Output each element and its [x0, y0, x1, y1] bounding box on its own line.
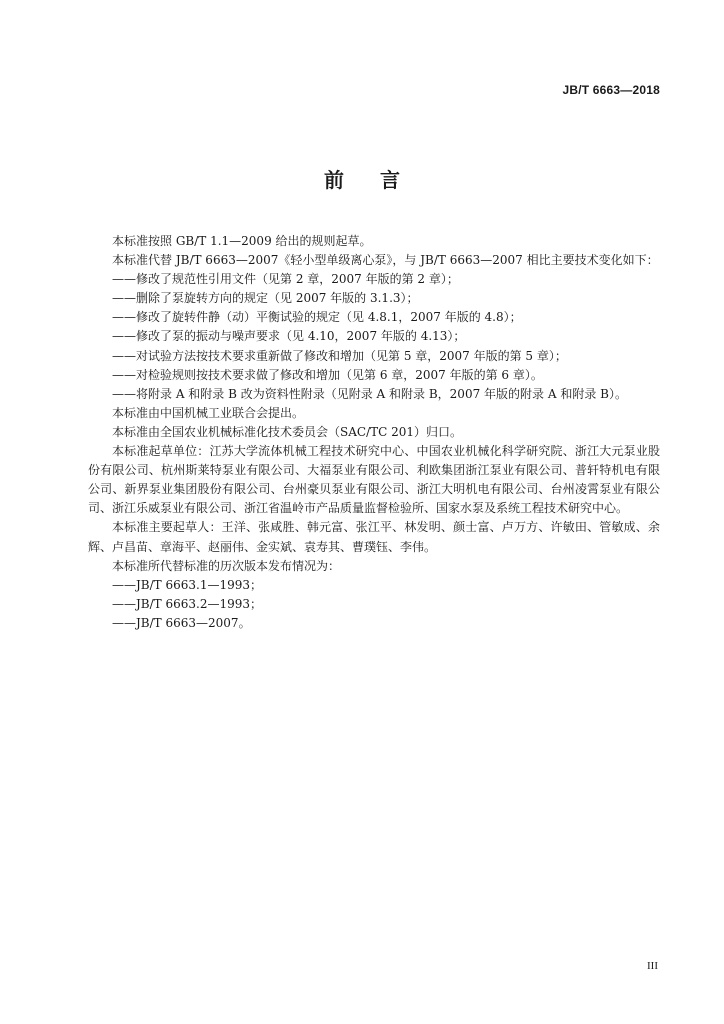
drafters-paragraph: 本标准主要起草人：王洋、张咸胜、韩元富、张江平、林发明、颜士富、卢万方、许敏田、管敏成、余辉、卢昌苗、章海平、赵丽伟、金实斌、袁寿其、曹璞钰、李伟。 [88, 520, 660, 554]
change-item: ——修改了泵的振动与噪声要求（见 4.10，2007 年版的 4.13）； [112, 329, 466, 344]
drafting-units-paragraph: 本标准起草单位：江苏大学流体机械工程技术研究中心、中国农业机械化科学研究院、浙江大元泵业股份有限公司、杭州斯莱特泵业有限公司、大福泵业有限公司、利欧集团浙江泵业有限公司、普轩特机电有限公司、新界泵业集团股份有限公司、台州豪贝泵业有限公司、浙江大明机电有限公司、台州凌霄泵业有限公司、浙江乐威泵业有限公司、浙江省温岭市产品质量监督检验所、国家水泵及系统工程技术研究中心。 [88, 444, 660, 516]
history-item: ——JB/T 6663.2—1993； [112, 596, 263, 611]
history-intro-paragraph: 本标准所代替标准的历次版本发布情况为： [112, 558, 341, 573]
history-item: ——JB/T 6663.1—1993； [112, 577, 263, 592]
change-item: ——将附录 A 和附录 B 改为资料性附录（见附录 A 和附录 B，2007 年版的附录 A 和附录 B）。 [112, 386, 627, 401]
change-item: ——修改了旋转件静（动）平衡试验的规定（见 4.8.1，2007 年版的 4.8）； [112, 310, 522, 325]
page-title: 前言 [324, 168, 436, 192]
standard-code-header: JB/T 6663—2018 [562, 83, 660, 97]
committee-paragraph: 本标准由全国农业机械标准化技术委员会（SAC/TC 201）归口。 [112, 424, 463, 439]
page-number: III [647, 960, 658, 972]
proposer-paragraph: 本标准由中国机械工业联合会提出。 [112, 405, 305, 420]
replacement-paragraph: 本标准代替 JB/T 6663—2007《轻小型单级离心泵》，与 JB/T 6663—2007 相比主要技术变化如下： [112, 253, 659, 268]
change-item: ——删除了泵旋转方向的规定（见 2007 年版的 3.1.3）； [112, 291, 419, 306]
history-item: ——JB/T 6663—2007。 [112, 615, 251, 630]
drafting-rules-paragraph: 本标准按照 GB/T 1.1—2009 给出的规则起草。 [112, 234, 372, 248]
foreword-body [88, 232, 660, 633]
change-item: ——修改了规范性引用文件（见第 2 章，2007 年版的第 2 章）； [112, 272, 459, 287]
change-item: ——对试验方法按技术要求重新做了修改和增加（见第 5 章，2007 年版的第 5 章）； [112, 348, 567, 363]
change-item: ——对检验规则按技术要求做了修改和增加（见第 6 章，2007 年版的第 6 章）。 [112, 367, 543, 382]
